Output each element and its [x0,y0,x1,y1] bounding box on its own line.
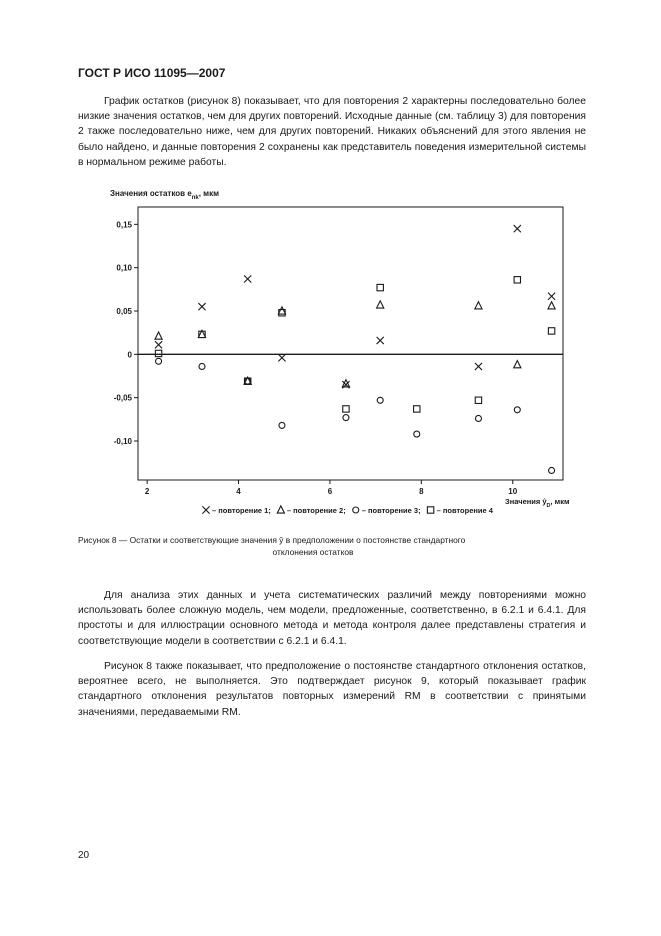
data-point [278,354,285,361]
data-point [475,397,481,403]
data-point [548,328,554,334]
marker-shape [377,397,383,403]
marker-shape [278,307,285,314]
marker-shape [475,415,481,421]
data-point [377,337,384,344]
legend-label: – повторение 4 [436,506,493,515]
legend-marker [277,506,284,513]
marker-shape [279,422,285,428]
marker-shape [548,302,555,309]
page-number: 20 [78,850,90,861]
x-tick-label: 2 [144,487,150,496]
legend-marker [427,507,433,513]
caption-line-1: Рисунок 8 — Остатки и соответствующие значения ŷ в предположении о постоянстве стандартного [78,535,466,545]
marker-shape [155,332,162,339]
marker-shape [514,361,521,368]
y-tick-label: -0,10 [113,437,132,446]
residuals-chart [0,180,661,520]
data-point [514,277,520,283]
data-point [514,225,521,232]
x-tick-label: 8 [419,487,424,496]
data-point [343,406,349,412]
data-point [514,361,521,368]
x-axis-label: Значения $ŷ_D$, мкм [505,497,570,509]
data-point [414,406,420,412]
caption-line-2: отклонения остатков [272,547,354,557]
marker-shape [377,301,384,308]
legend-marker [353,507,359,513]
marker-shape [514,407,520,413]
y-tick-label: -0,05 [113,393,132,403]
legend-label: – повторение 2; [286,506,346,515]
marker-shape [514,277,520,283]
data-point [244,275,251,282]
data-point [475,363,482,370]
marker-shape [353,507,359,513]
data-point [377,284,383,290]
marker-shape [155,350,161,356]
document-header: ГОСТ Р ИСО 11095—2007 [78,66,226,80]
data-point [549,467,555,473]
marker-shape [343,406,349,412]
y-axis-label: Значения остатков $e_{nk}$, мкм [110,189,220,201]
marker-shape [342,380,349,387]
data-point [342,380,349,387]
data-point [377,301,384,308]
data-point [548,302,555,309]
marker-shape [414,431,420,437]
y-tick-label: 0,15 [116,220,132,230]
marker-shape [475,302,482,309]
paragraph-std-deviation: Рисунок 8 также показывает, что предположение о постоянстве стандартного отклонения остатков, вероятнее всего, не выполняется. Это подтверждает рисунок 9, который показывает график стандартного отклонения результатов повторных измерений RM в соответствии с принятыми значениями, передаваемыми RM. [78,661,586,718]
marker-shape [199,363,205,369]
y-tick-label: 0,05 [116,307,132,316]
data-point [156,358,162,364]
data-point [155,332,162,339]
x-tick-label: 10 [508,487,518,496]
marker-shape [414,406,420,412]
legend-item [353,506,421,515]
marker-shape [475,397,481,403]
marker-shape [343,415,349,421]
data-point [199,363,205,369]
data-point [475,415,481,421]
data-point [198,303,205,310]
figure-caption [78,534,618,558]
series-4 [155,277,554,413]
legend-marker [202,506,209,513]
y-tick-label: 0,10 [116,263,132,273]
legend-label: – повторение 1; [212,506,271,515]
data-point [475,302,482,309]
legend-item [427,506,493,515]
chart-legend [202,506,493,515]
data-point [279,422,285,428]
data-point [414,431,420,437]
data-point [548,293,555,300]
series-3 [156,358,555,473]
data-point [377,397,383,403]
data-point [278,307,285,314]
marker-shape [427,507,433,513]
series-1 [155,225,555,388]
marker-shape [548,328,554,334]
legend-item [277,506,345,515]
data-point [343,415,349,421]
data-point [155,350,161,356]
marker-shape [549,467,555,473]
data-point [514,407,520,413]
paragraph-residuals-analysis: График остатков (рисунок 8) показывает, что для повторения 2 характерны последовательно более низкие значения остатков, чем для других повторений. Исходные данные (см. таблицу 3) для повторения 2 также последовательно ниже, чем для других повторений. Никаких объяснений для этого явления не было найдено, и данные повторения 2 сохранены как представитель поведения измерительной системы в нормальном режиме работы. [78,96,586,168]
x-tick-label: 4 [236,487,241,496]
marker-shape [377,284,383,290]
plot-frame [138,207,563,480]
y-tick-label: 0 [127,350,132,360]
data-point [155,341,162,348]
legend-label: – повторение 3; [361,506,421,515]
series-2 [155,301,555,387]
marker-shape [277,506,284,513]
x-tick-label: 6 [327,487,333,496]
marker-shape [156,358,162,364]
legend-item [202,506,270,515]
residuals-chart-svg [0,180,661,520]
paragraph-model-complexity: Для анализа этих данных и учета систематических различий между повторениями можно использовать более сложную модель, чем модели, предложенные, соответственно, в 6.2.1 и 6.4.1. Для простоты и для иллюстрации основного метода и метода контроля далее представлены стратегия и соответствующие модели в соответствии с 6.2.1 и 6.4.1. [78,590,586,647]
